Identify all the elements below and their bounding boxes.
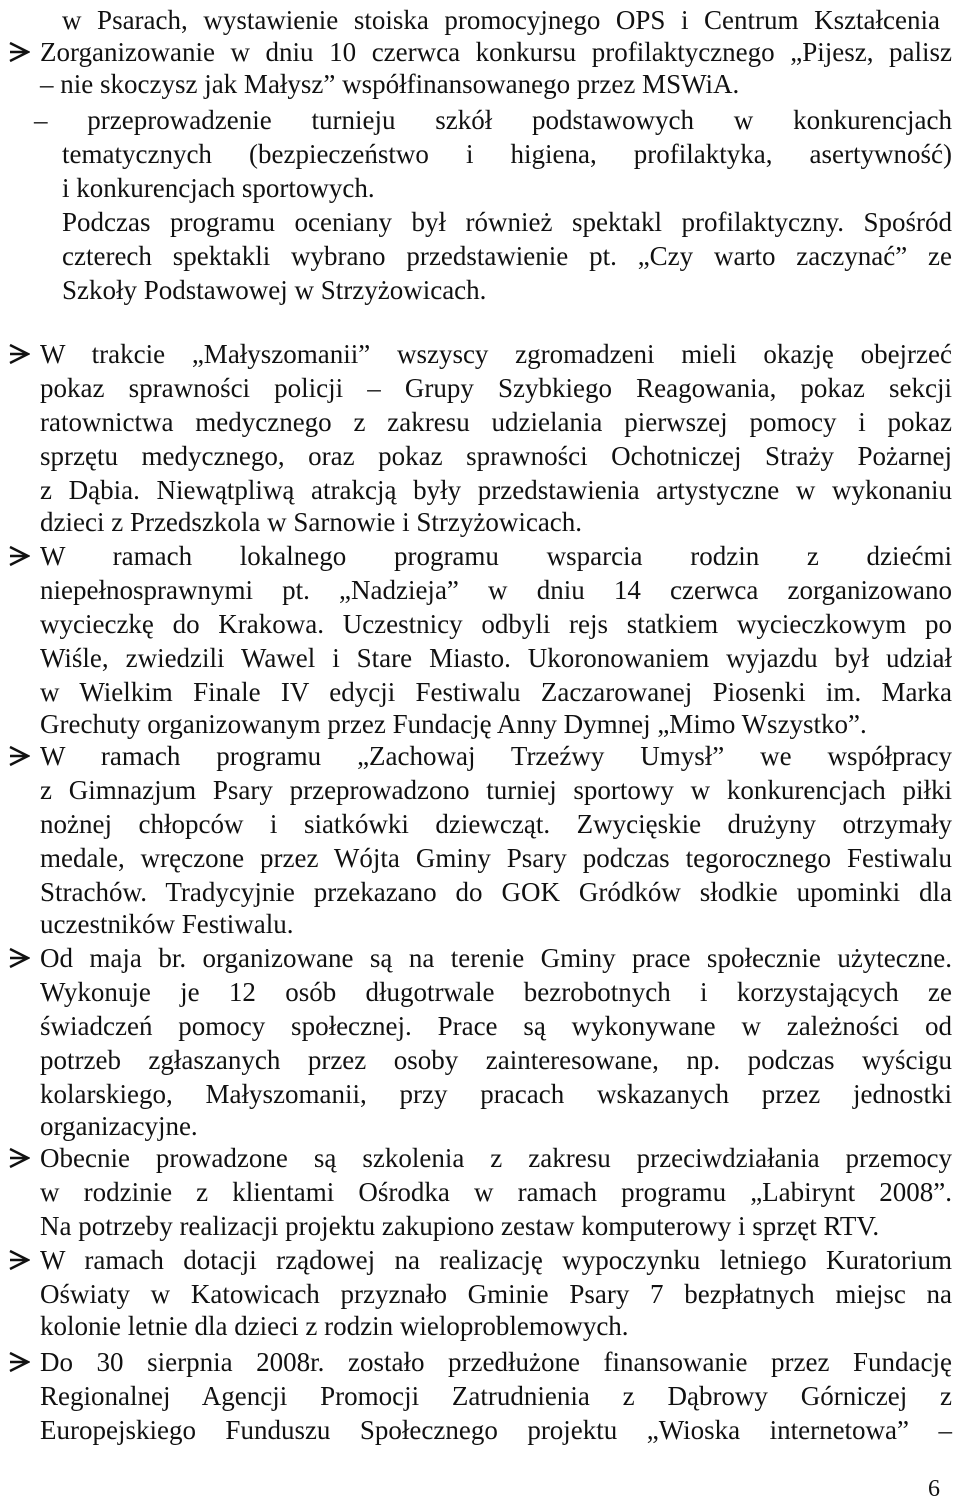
- bullet-line: ratownictwa medycznego z zakresu udzielania pierwszej pomocy i pokaz: [40, 407, 952, 437]
- arrow-bullet-icon: [8, 343, 30, 365]
- bullet-line: Zorganizowanie w dniu 10 czerwca konkursu profilaktycznego „Pijesz, palisz: [40, 37, 952, 67]
- bullet-line: Obecnie prowadzone są szkolenia z zakresu przeciwdziałania przemocy: [40, 1143, 952, 1173]
- bullet-line: W ramach lokalnego programu wsparcia rodzin z dziećmi: [40, 541, 952, 571]
- bullet-line: medale, wręczone przez Wójta Gminy Psary podczas tegorocznego Festiwalu: [40, 843, 952, 873]
- arrow-bullet-icon: [8, 41, 30, 63]
- dash-item-line: tematycznych (bezpieczeństwo i higiena, profilaktyka, asertywność): [62, 139, 952, 169]
- bullet-line: Oświaty w Katowicach przyznało Gminie Psary 7 bezpłatnych miejsc na: [40, 1279, 952, 1309]
- arrow-bullet-icon: [8, 1249, 30, 1271]
- bullet-line: Od maja br. organizowane są na terenie Gminy prace społecznie użyteczne.: [40, 943, 952, 973]
- bullet-line: Grechuty organizowanym przez Fundację Anny Dymnej „Mimo Wszystko”.: [40, 709, 867, 739]
- bullet-line: wycieczkę do Krakowa. Uczestnicy odbyli rejs statkiem wycieczkowym po: [40, 609, 952, 639]
- arrow-bullet-icon: [8, 545, 30, 567]
- bullet-line: – nie skoczysz jak Małysz” współfinansowanego przez MSWiA.: [40, 69, 740, 99]
- bullet-line: dzieci z Przedszkola w Sarnowie i Strzyżowicach.: [40, 507, 583, 537]
- bullet-line: pokaz sprawności policji – Grupy Szybkiego Reagowania, pokaz sekcji: [40, 373, 952, 403]
- paragraph-line: w Psarach, wystawienie stoiska promocyjnego OPS i Centrum Kształcenia: [62, 5, 940, 35]
- dash-item-line: – przeprowadzenie turnieju szkół podstawowych w konkurencjach: [34, 105, 952, 135]
- bullet-line: Do 30 sierpnia 2008r. zostało przedłużone finansowanie przez Fundację: [40, 1347, 952, 1377]
- arrow-bullet-icon: [8, 1147, 30, 1169]
- bullet-line: z Gimnazjum Psary przeprowadzono turniej sportowy w konkurencjach piłki: [40, 775, 952, 805]
- arrow-bullet-icon: [8, 1351, 30, 1373]
- dash-item-line: i konkurencjach sportowych.: [62, 173, 375, 203]
- bullet-line: Wykonuje je 12 osób długotrwale bezrobotnych i korzystających ze: [40, 977, 952, 1007]
- bullet-line: w rodzinie z klientami Ośrodka w ramach programu „Labirynt 2008”.: [40, 1177, 952, 1207]
- bullet-line: uczestników Festiwalu.: [40, 909, 294, 939]
- paragraph-line: Podczas programu oceniany był również spektakl profilaktyczny. Spośród: [62, 207, 952, 237]
- bullet-line: kolarskiego, Małyszomanii, przy pracach wskazanych przez jednostki: [40, 1079, 952, 1109]
- bullet-line: z Dąbia. Niewątpliwą atrakcją były przedstawienia artystyczne w wykonaniu: [40, 475, 952, 505]
- bullet-line: W ramach programu „Zachowaj Trzeźwy Umysł” we współpracy: [40, 741, 952, 771]
- bullet-line: organizacyjne.: [40, 1111, 198, 1141]
- bullet-line: nożnej chłopców i siatkówki dziewcząt. Zwycięskie drużyny otrzymały: [40, 809, 952, 839]
- bullet-line: Strachów. Tradycyjnie przekazano do GOK Gródków słodkie upominki dla: [40, 877, 952, 907]
- bullet-line: niepełnosprawnymi pt. „Nadzieja” w dniu 14 czerwca zorganizowano: [40, 575, 952, 605]
- page-number: 6: [928, 1476, 940, 1502]
- bullet-line: potrzeb zgłaszanych przez osoby zainteresowane, np. podczas wyścigu: [40, 1045, 952, 1075]
- bullet-line: W ramach dotacji rządowej na realizację wypoczynku letniego Kuratorium: [40, 1245, 952, 1275]
- bullet-line: W trakcie „Małyszomanii” wszyscy zgromadzeni mieli okazję obejrzeć: [40, 339, 952, 369]
- bullet-line: kolonie letnie dla dzieci z rodzin wieloproblemowych.: [40, 1311, 629, 1341]
- bullet-line: świadczeń pomocy społecznej. Prace są wykonywane w zależności od: [40, 1011, 952, 1041]
- bullet-line: Regionalnej Agencji Promocji Zatrudnienia z Dąbrowy Górniczej z: [40, 1381, 952, 1411]
- bullet-line: Europejskiego Funduszu Społecznego projektu „Wioska internetowa” –: [40, 1415, 952, 1445]
- arrow-bullet-icon: [8, 745, 30, 767]
- paragraph-line: czterech spektakli wybrano przedstawienie pt. „Czy warto zaczynać” ze: [62, 241, 952, 271]
- bullet-line: Wiśle, zwiedzili Wawel i Stare Miasto. Ukoronowaniem wyjazdu był udział: [40, 643, 952, 673]
- bullet-line: Na potrzeby realizacji projektu zakupiono zestaw komputerowy i sprzęt RTV.: [40, 1211, 880, 1241]
- bullet-line: w Wielkim Finale IV edycji Festiwalu Zaczarowanej Piosenki im. Marka: [40, 677, 952, 707]
- arrow-bullet-icon: [8, 947, 30, 969]
- paragraph-line: Szkoły Podstawowej w Strzyżowicach.: [62, 275, 487, 305]
- bullet-line: sprzętu medycznego, oraz pokaz sprawności Ochotniczej Straży Pożarnej: [40, 441, 952, 471]
